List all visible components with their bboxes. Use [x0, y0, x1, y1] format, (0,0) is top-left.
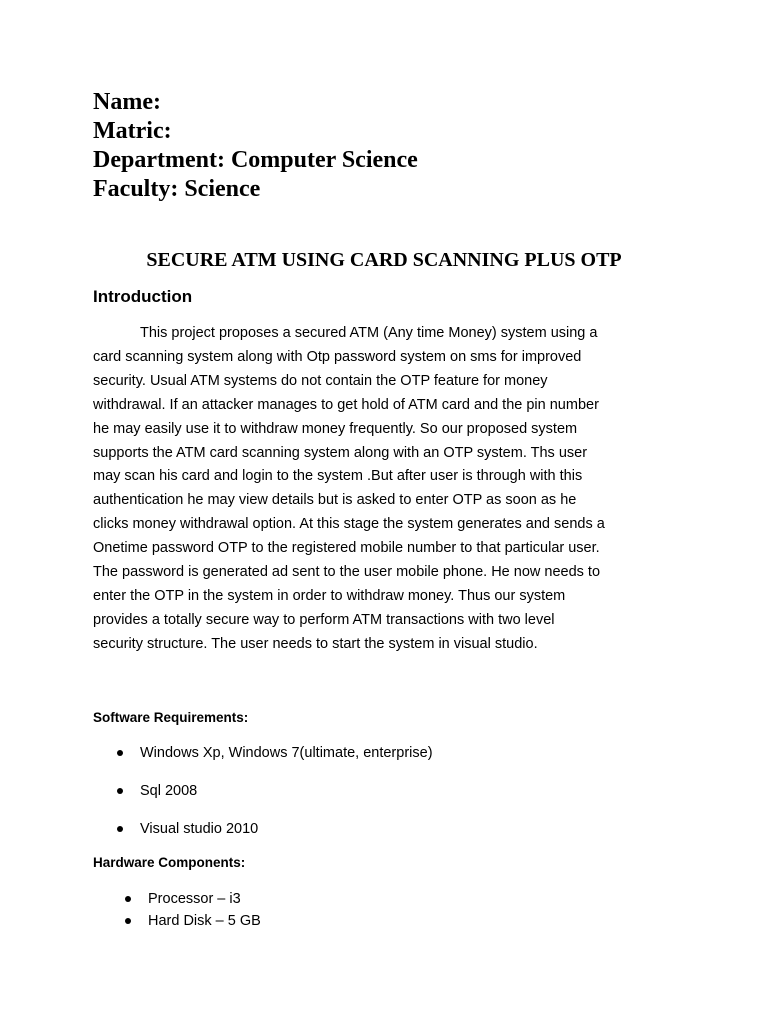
faculty-line: Faculty: Science: [93, 176, 261, 202]
introduction-heading: Introduction: [93, 287, 193, 306]
software-requirements-heading: Software Requirements:: [93, 710, 249, 725]
list-item: [117, 817, 433, 855]
paragraph-line: authentication he may view details but is asked to enter OTP as soon as he: [93, 492, 577, 509]
list-item-text: Sql 2008: [140, 783, 198, 799]
list-item-text: Processor – i3: [148, 891, 241, 907]
paragraph-line: enter the OTP in the system in order to withdraw money. Thus our system: [93, 587, 566, 604]
list-item-text: Windows Xp, Windows 7(ultimate, enterprise): [140, 745, 433, 761]
paragraph-line: supports the ATM card scanning system along with an OTP system. Ths user: [93, 444, 588, 461]
paragraph-line: This project proposes a secured ATM (Any time Money) system using a: [140, 325, 598, 341]
bullet-icon: [125, 896, 131, 902]
hardware-components-heading: Hardware Components:: [93, 855, 246, 870]
list-item: [125, 910, 261, 932]
paragraph-line: he may easily use it to withdraw money frequently. So our proposed system: [93, 420, 578, 437]
paragraph-line: security structure. The user needs to start the system in visual studio.: [93, 635, 538, 652]
bullet-icon: [125, 918, 131, 924]
introduction-paragraph: [93, 322, 678, 657]
paragraph-line: clicks money withdrawal option. At this stage the system generates and sends a: [93, 516, 605, 533]
bullet-icon: [117, 826, 123, 832]
paragraph-line: card scanning system along with Otp password system on sms for improved: [93, 348, 582, 365]
list-item: [117, 741, 433, 779]
matric-line: Matric:: [93, 118, 172, 144]
bullet-icon: [117, 788, 123, 794]
list-item: [117, 779, 433, 817]
paragraph-line: may scan his card and login to the system .But after user is through with this: [93, 468, 583, 485]
paragraph-line: withdrawal. If an attacker manages to get hold of ATM card and the pin number: [93, 396, 599, 413]
list-item: [125, 888, 261, 910]
document-title: SECURE ATM USING CARD SCANNING PLUS OTP: [146, 249, 622, 271]
hardware-components-list: [125, 888, 261, 932]
list-item-text: Visual studio 2010: [140, 821, 259, 837]
name-line: Name:: [93, 89, 161, 115]
paragraph-line: The password is generated ad sent to the user mobile phone. He now needs to: [93, 564, 601, 581]
list-item-text: Hard Disk – 5 GB: [148, 913, 261, 929]
department-line: Department: Computer Science: [93, 147, 418, 173]
paragraph-line: provides a totally secure way to perform ATM transactions with two level: [93, 611, 555, 628]
paragraph-line: security. Usual ATM systems do not contain the OTP feature for money: [93, 372, 548, 389]
bullet-icon: [117, 750, 123, 756]
paragraph-line: Onetime password OTP to the registered mobile number to that particular user.: [93, 540, 600, 557]
software-requirements-list: [117, 741, 433, 855]
student-info-block: [93, 88, 418, 204]
